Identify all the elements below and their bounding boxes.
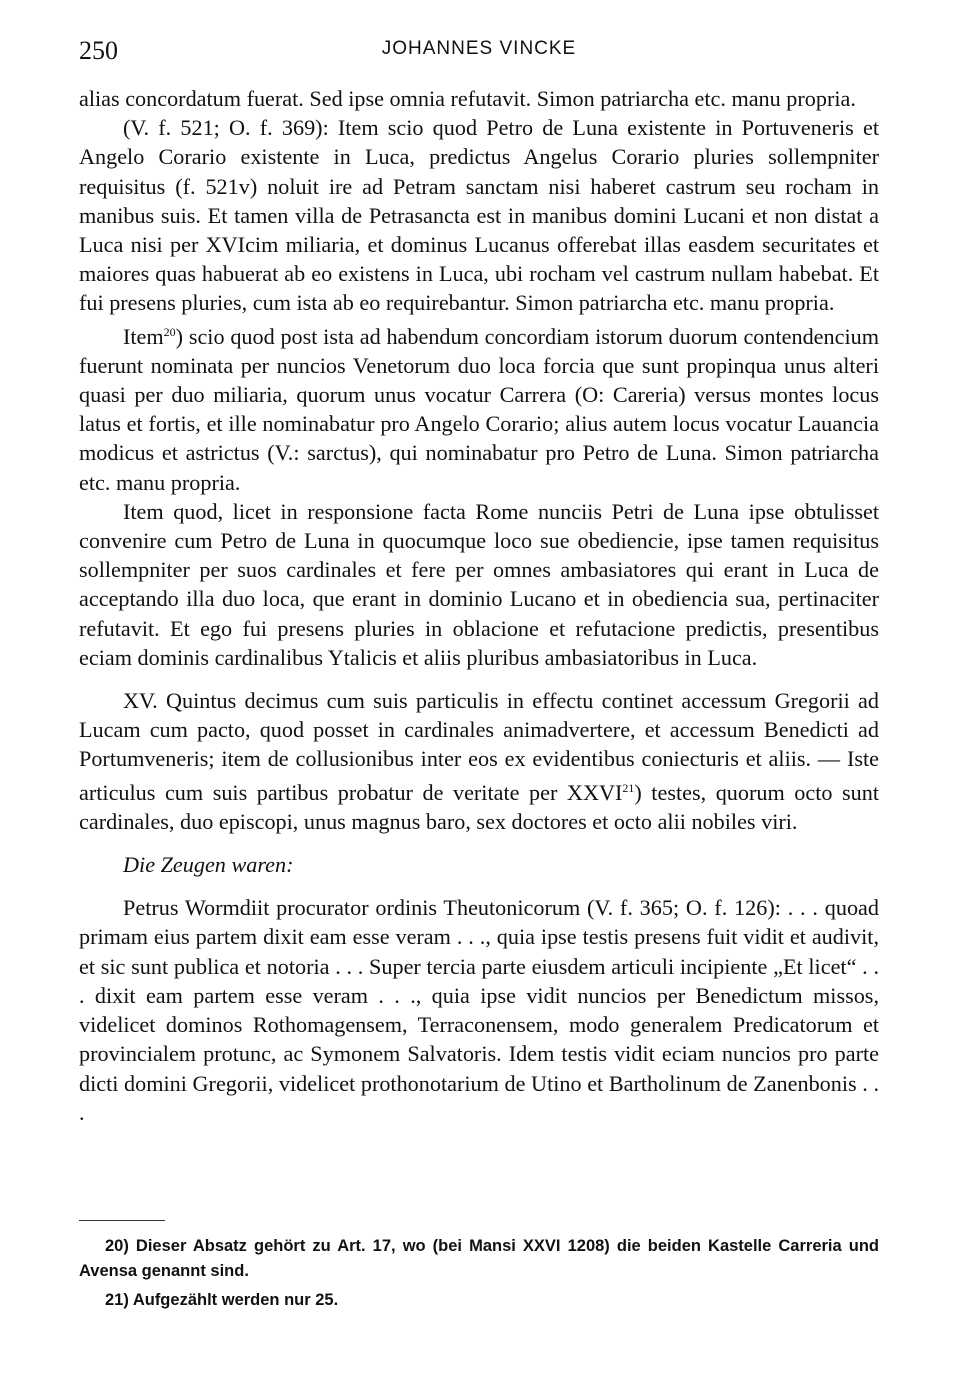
witnesses-heading: Die Zeugen waren: <box>123 852 294 878</box>
main-text <box>79 84 879 1127</box>
page-number: 250 <box>79 36 118 65</box>
paragraph-3-rest: ) scio quod post ista ad habendum concordiam istorum duorum contendencium fuerunt nominata per nuncios Venetorum duo loca forcia que sunt propinqua unus alteri quasi per duo miliaria, quorum unus vocatur Carrera (O: Careria) versus montes locus latus et fortis, et ille nominabatur pro Angelo Corario; alius autem locus vocatur Lauancia modicus et astrictus (V.: sarctus), qui nominabatur pro Petro de Luna. Simon patriarcha etc. manu propria. <box>79 323 879 495</box>
paragraph-5 <box>79 686 879 836</box>
paragraph-3 <box>79 318 879 497</box>
paragraph-2: (V. f. 521; O. f. 369): Item scio quod Petro de Luna existente in Portuveneris et Angelo Corario existente in Luca, predictus Angelus Corario pluries sollempniter requisitus (f. 521v) noluit ire ad Petram sanctam nisi haberet castrum seu rocham in manibus suis. Et tamen villa de Petrasancta est in manibus domini Lucani et non distat a Luca nisi per XVIcim miliaria, et dominus Lucanus offerebat illas easdem securitates et maiores quas habuerat ab eo existens in Luca, ubi rocham vel castrum nullam habebat. Et fui presens pluries, cum ista ab eo requirebantur. Simon patriarcha etc. manu propria. <box>79 115 879 316</box>
footnote-ref-21: 21 <box>622 780 635 795</box>
page-header <box>79 36 879 66</box>
paragraph-1: alias concordatum fuerat. Sed ipse omnia refutavit. Simon patriarcha etc. manu propria. <box>79 86 856 111</box>
paragraph-4: Item quod, licet in responsione facta Rome nunciis Petri de Luna ipse obtulisset convenire cum Petro de Luna in quocumque loco sue obediencie, ipse tamen requisitus sollempniter per suos cardinales et fere per omnes ambasiatores qui erant in Luca de acceptando illa duo loca, que erant in dominio Lucano et in obediencia sua, pertinaciter refutavit. Et ego fui presens pluries in oblacione et refutacione predictis, presentibus eciam dominis cardinalibus Ytalicis et aliis pluribus ambasiatoribus in Luca. <box>79 498 879 670</box>
running-head: JOHANNES VINCKE <box>381 38 577 59</box>
paragraph-3-start: Item <box>123 323 164 349</box>
footnote-divider <box>79 1220 165 1221</box>
paragraph-7: Petrus Wormdiit procurator ordinis Theutonicorum (V. f. 365; O. f. 126): . . . quoad primam eius partem dixit eam esse veram . . ., quia ipse testis presens fuit vidit et audivit, et sic sunt publica et notoria . . . Super tercia parte eiusdem articuli incipiente „Et licet“ . . . dixit eam partem esse veram . . ., quia ipse vidit nuncios per Benedictum missos, videlicet dominos Rothomagensem, Terraconensem, modo generalem Predicatorum et provincialem protunc, ac Symonem Salvatoris. Idem testis vidit eciam nuncios pro parte dicti domini Gregorii, videlicet prothonotarium de Utino et Bartholinum de Zanenbonis . . . <box>79 895 879 1125</box>
footnote-20: 20) Dieser Absatz gehört zu Art. 17, wo (bei Mansi XXVI 1208) die beiden Kastelle Carreria und Avensa genannt sind. <box>79 1237 879 1280</box>
paragraph-5-start: XV. Quintus decimus cum suis particulis in effectu continet accessum Gregorii ad Lucam cum pacto, quod posset in cardinales animadvertere, et accessum Benedicti ad Portumveneris; item de collusionibus inter eos ex evidentibus coniecturis et aliis. — Iste articulus cum suis partibus probatur de veritate per XXVI <box>79 688 879 805</box>
footnote-ref-20: 20 <box>163 324 176 339</box>
footnote-21: 21) Aufgezählt werden nur 25. <box>105 1291 339 1309</box>
footnotes <box>79 1234 879 1313</box>
paragraph-5-rest: ) testes, quorum octo sunt cardinales, duo episcopi, unus magnus baro, sex doctores et octo alii nobiles viri. <box>79 779 879 834</box>
